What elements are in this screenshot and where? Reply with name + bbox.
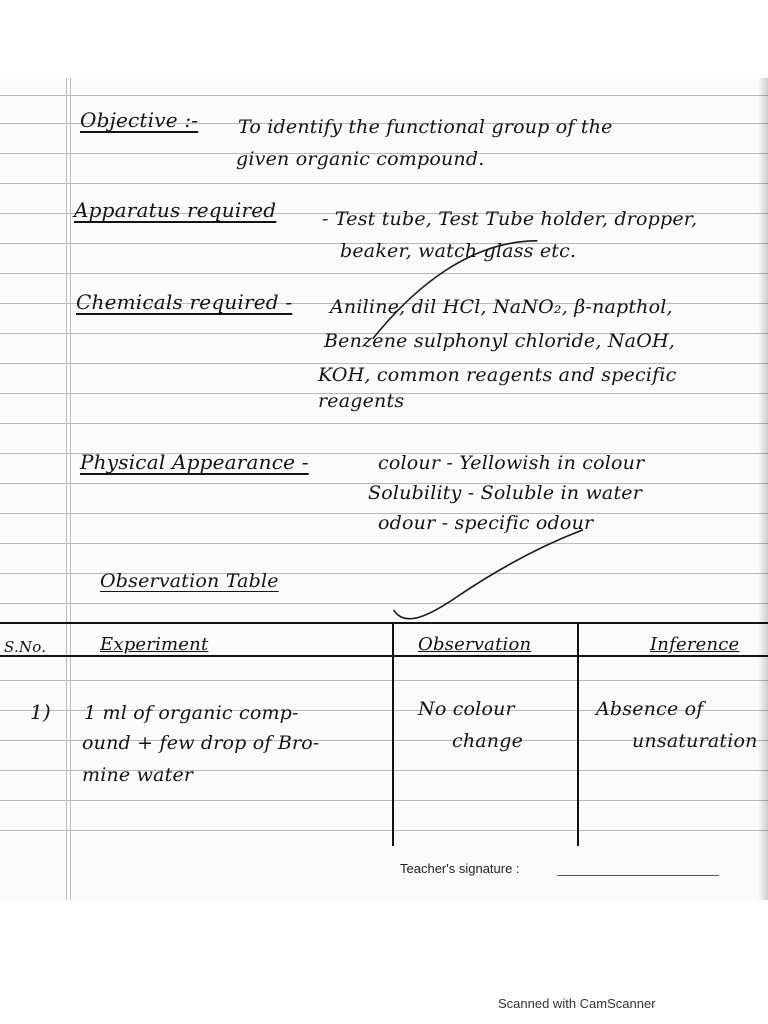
chemicals-line-4: reagents [318,390,405,412]
chemicals-line-3: KOH, common reagents and specific [318,364,677,386]
teacher-signature-label: Teacher's signature : [400,861,520,876]
row-inference-line-2: unsaturation [632,730,758,752]
observation-table-title: Observation Table [100,570,279,592]
apparatus-line-2: beaker, watch glass etc. [340,240,577,262]
row-sno: 1) [30,700,51,724]
page-edge-shadow [758,78,768,900]
header-observation: Observation [418,634,532,655]
scanner-watermark: Scanned with CamScanner [498,996,656,1011]
header-experiment: Experiment [100,634,209,655]
row-experiment-line-1: 1 ml of organic comp- [84,702,299,724]
row-inference-line-1: Absence of [596,698,704,720]
objective-line-1: To identify the functional group of the [238,116,613,138]
row-experiment-line-2: ound + few drop of Bro- [82,732,320,754]
check-stroke-top [373,241,538,339]
row-observation-line-1: No colour [418,698,515,720]
row-observation-line-2: change [452,730,524,752]
row-experiment-line-3: mine water [82,764,194,786]
header-inference: Inference [650,634,740,655]
objective-line-2: given organic compound. [236,148,485,170]
physical-odour: odour - specific odour [378,512,594,534]
apparatus-line-1: - Test tube, Test Tube holder, dropper, [322,208,698,230]
check-stroke-table [394,530,583,619]
chemicals-line-2: Benzene sulphonyl chloride, NaOH, [324,330,675,352]
chemicals-label: Chemicals required - [76,290,293,314]
physical-solubility: Solubility - Soluble in water [368,482,643,504]
header-sno: S.No. [4,638,47,656]
ruled-line [0,830,768,831]
chemicals-line-1: Aniline, dil HCl, NaNO₂, β-napthol, [330,296,673,318]
signature-line [557,875,719,876]
apparatus-label: Apparatus required [74,198,277,222]
physical-label: Physical Appearance - [80,450,309,474]
physical-colour: colour - Yellowish in colour [378,452,645,474]
objective-label: Objective :- [80,108,199,132]
